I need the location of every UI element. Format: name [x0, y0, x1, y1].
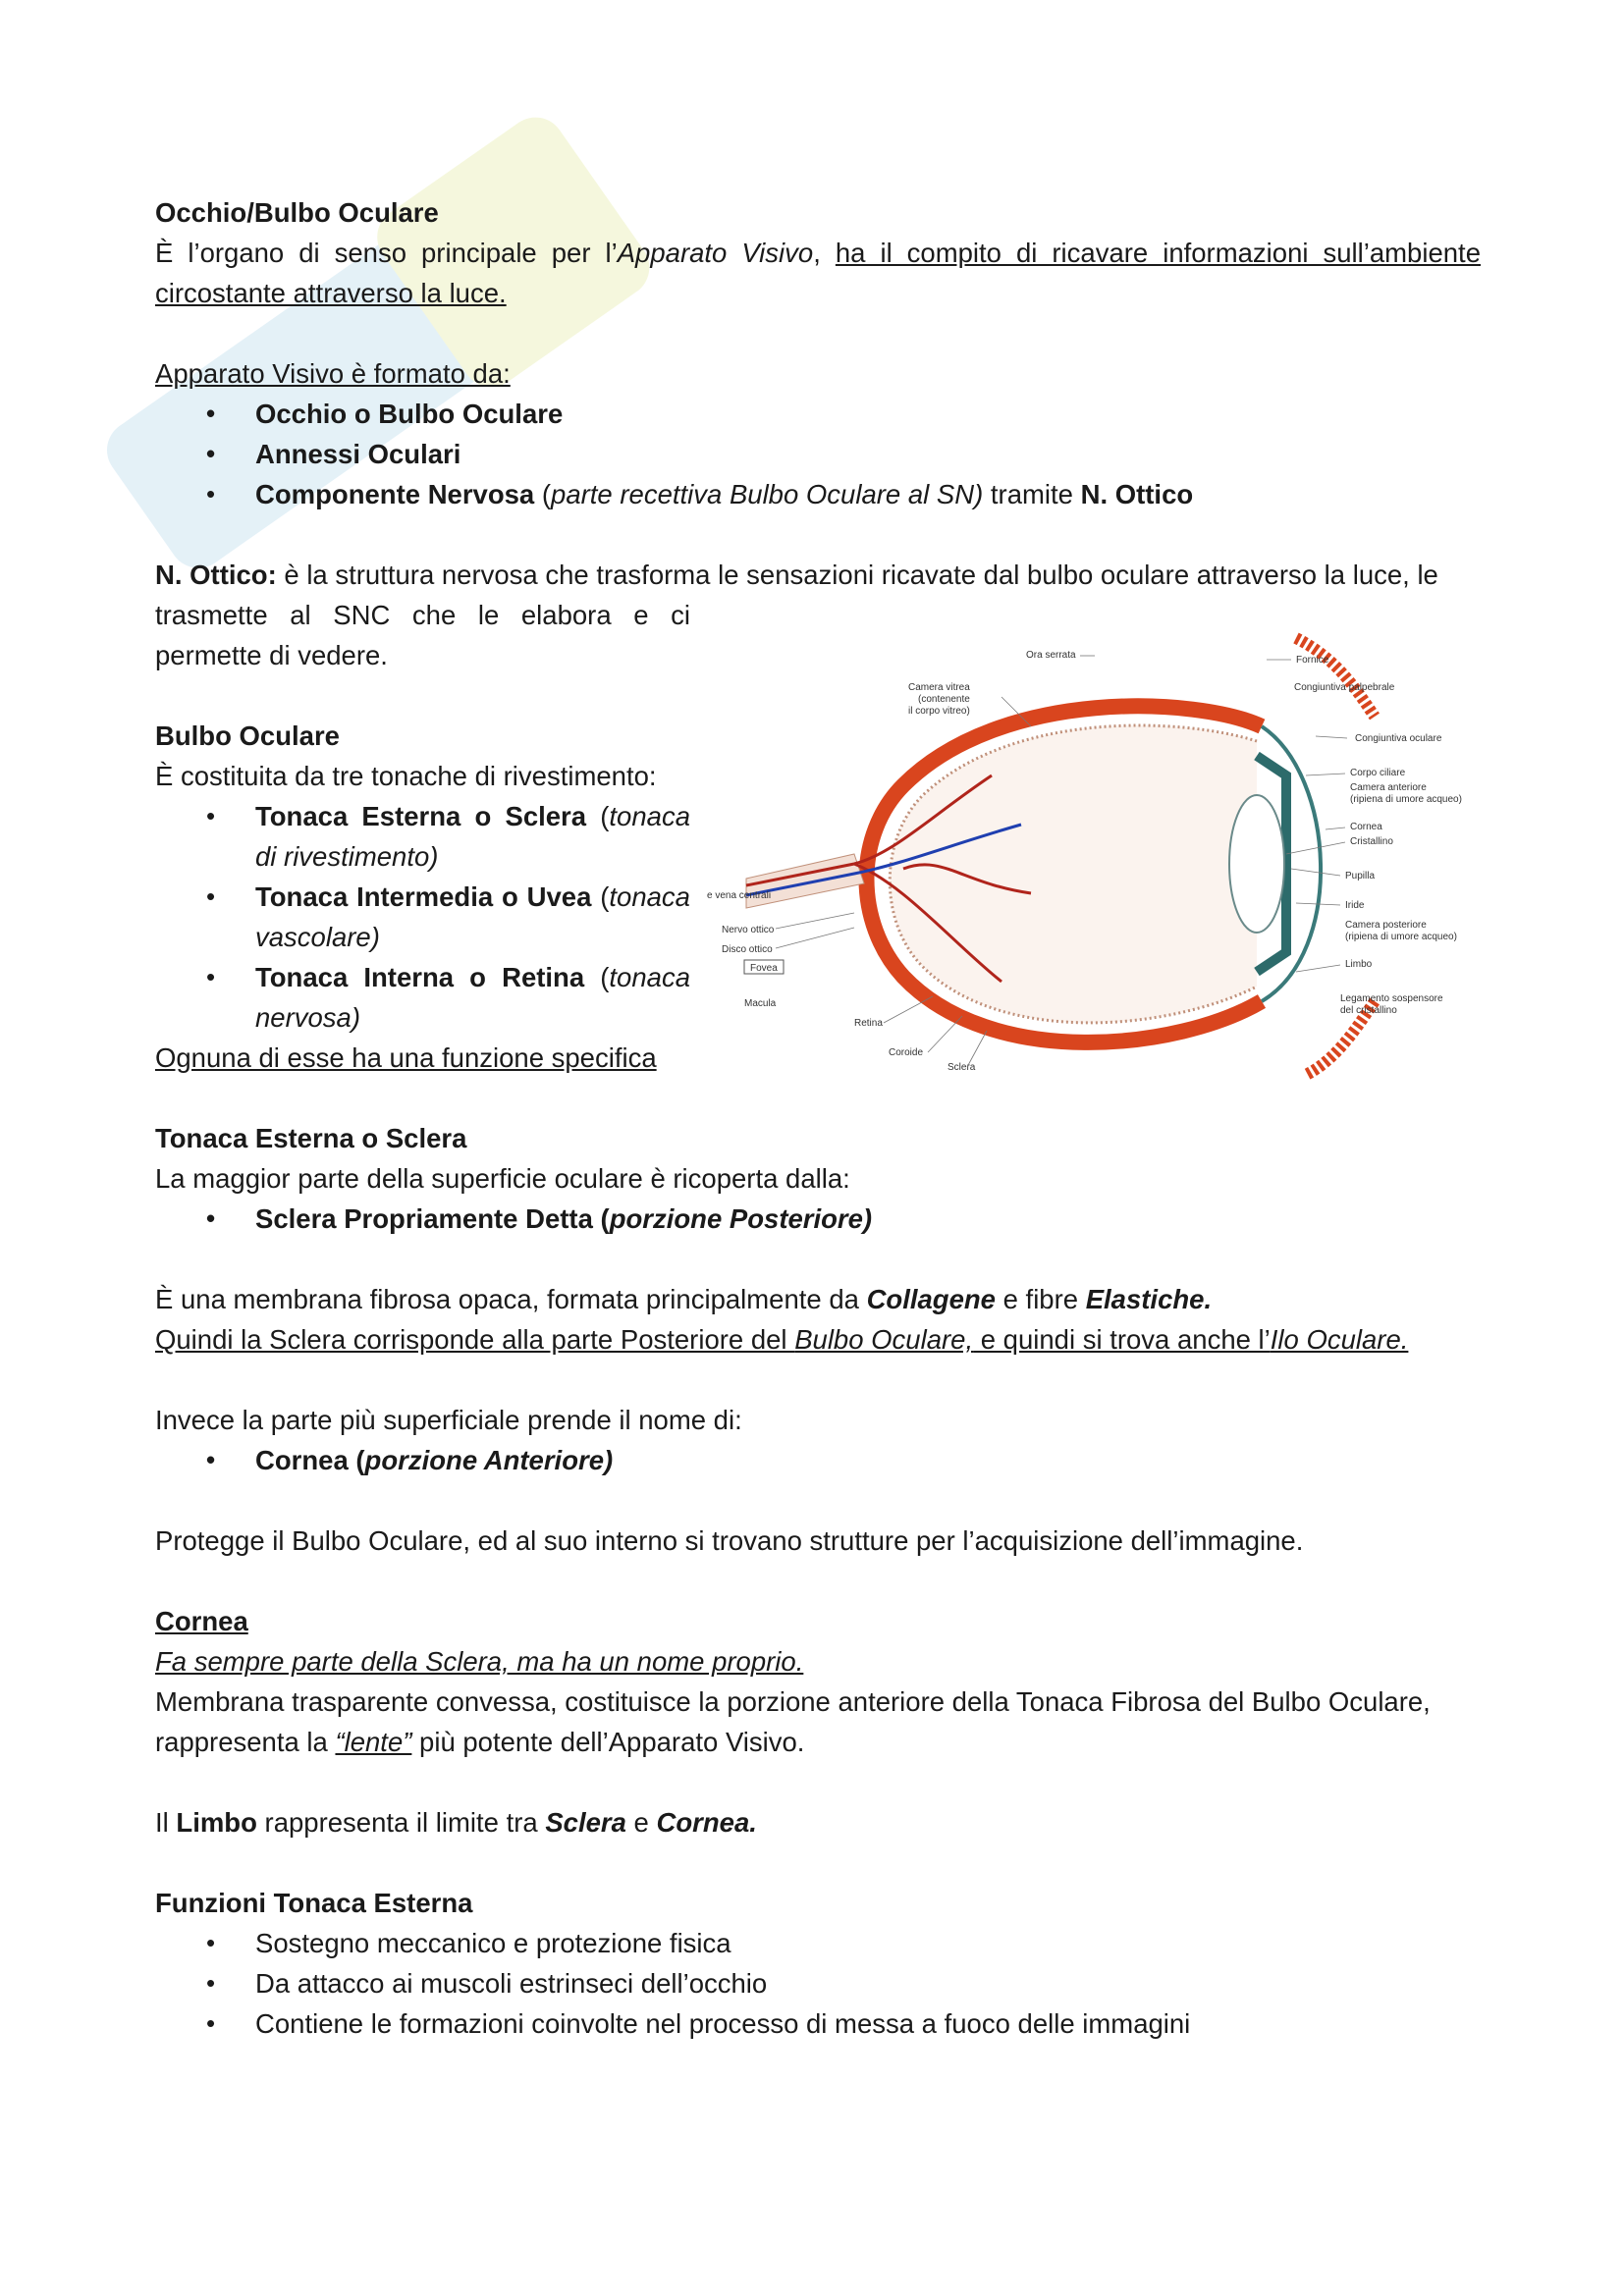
sclera-list — [155, 1199, 1481, 1239]
paragraph-nervo-ottico-line3: permette di vedere. — [155, 640, 388, 670]
paragraph-nervo-ottico-line2: trasmette al SNC che le elabora e ci — [155, 600, 690, 630]
paragraph-superficiale: Invece la parte più superficiale prende il nome di: — [155, 1405, 742, 1435]
eye-anatomy-diagram — [707, 628, 1492, 1080]
apparato-visivo-heading: Apparato Visivo è formato da: — [155, 358, 511, 389]
funzioni-list — [155, 1923, 1481, 2044]
label-pupilla: Pupilla — [1345, 871, 1376, 881]
paragraph-membrana-fibrosa: È una membrana fibrosa opaca, formata principalmente da Collagene e fibre Elastiche. — [155, 1284, 1213, 1314]
label-limbo: Limbo — [1345, 959, 1373, 970]
list-item: • Contiene le formazioni coinvolte nel processo di messa a fuoco delle immagini — [155, 2003, 1481, 2044]
label-ora-serrata: Ora serrata — [1026, 650, 1076, 661]
list-item: • Occhio o Bulbo Oculare — [155, 394, 1481, 434]
label-camera-anteriore: Camera anteriore — [1350, 782, 1427, 793]
label-corpo-ciliare: Corpo ciliare — [1350, 768, 1406, 778]
paragraph-tonache: È costituita da tre tonache di rivestimento: — [155, 761, 657, 791]
label-congiuntiva-oculare: Congiuntiva oculare — [1355, 733, 1442, 744]
paragraph-cornea-subtitle: Fa sempre parte della Sclera, ma ha un nome proprio. — [155, 1646, 804, 1677]
paragraph-superficie: La maggior parte della superficie oculare è ricoperta dalla: — [155, 1163, 850, 1194]
paragraph-protegge: Protegge il Bulbo Oculare, ed al suo interno si trovano strutture per l’acquisizione dell’immagine. — [155, 1525, 1304, 1556]
label-coroide: Coroide — [889, 1047, 924, 1058]
list-item: • Tonaca Esterna o Sclera (tonaca di rivestimento) — [155, 796, 690, 877]
label-camera-vitrea: Camera vitrea — [908, 682, 970, 693]
label-legamento-sospensore: del cristallino — [1340, 1005, 1397, 1016]
paragraph-lente: rappresenta la “lente” più potente dell’Apparato Visivo. — [155, 1727, 805, 1757]
label-camera-anteriore: (ripiena di umore acqueo) — [1350, 794, 1462, 805]
list-item: • Sostegno meccanico e protezione fisica — [155, 1923, 1481, 1963]
paragraph-membrana-trasparente: Membrana trasparente convessa, costituisce la porzione anteriore della Tonaca Fibrosa del Bulbo Oculare, — [155, 1686, 1431, 1717]
paragraph-limbo: Il Limbo rappresenta il limite tra Sclera e Cornea. — [155, 1807, 757, 1838]
label-congiuntiva-palpebrale: Congiuntiva palpebrale — [1294, 682, 1395, 693]
label-legamento-sospensore: Legamento sospensore — [1340, 993, 1443, 1004]
label-camera-posteriore: Camera posteriore — [1345, 920, 1427, 931]
apparato-visivo-list — [155, 394, 1481, 514]
label-nervo-ottico: Nervo ottico — [722, 925, 775, 935]
upper-eyelid — [1296, 638, 1375, 717]
paragraph-funzione-specifica: Ognuna di esse ha una funzione specifica — [155, 1042, 657, 1073]
heading-tonaca-esterna: Tonaca Esterna o Sclera — [155, 1123, 467, 1153]
list-item: • Cornea (porzione Anteriore) — [155, 1440, 1481, 1480]
label-macula: Macula — [744, 998, 777, 1009]
heading-funzioni: Funzioni Tonaca Esterna — [155, 1888, 473, 1918]
label-camera-vitrea: il corpo vitreo) — [908, 706, 970, 717]
label-fovea: Fovea — [750, 963, 778, 974]
list-item: • Annessi Oculari — [155, 434, 1481, 474]
label-retina: Retina — [854, 1018, 883, 1029]
label-camera-posteriore: (ripiena di umore acqueo) — [1345, 932, 1457, 942]
label-disco-ottico: Disco ottico — [722, 944, 773, 955]
label-camera-vitrea: (contenente — [918, 694, 970, 705]
lens-shape — [1229, 795, 1284, 933]
document-body — [155, 192, 1481, 2044]
list-item: • Da attacco ai muscoli estrinseci dell’occhio — [155, 1963, 1481, 2003]
label-cornea: Cornea — [1350, 822, 1382, 832]
label-fornice: Fornice — [1296, 655, 1329, 666]
paragraph-intro: È l’organo di senso principale per l’Apparato Visivo, ha il compito di ricavare informazioni sull’ambiente circostante attraverso la luce. — [155, 238, 1481, 308]
label-iride: Iride — [1345, 900, 1365, 911]
list-item: • Componente Nervosa (parte recettiva Bulbo Oculare al SN) tramite N. Ottico — [155, 474, 1481, 514]
heading-bulbo-oculare: Bulbo Oculare — [155, 721, 340, 751]
retina-outline — [890, 725, 1257, 1023]
paragraph-sclera-posteriore: Quindi la Sclera corrisponde alla parte Posteriore del Bulbo Oculare, e quindi si trova anche l’Ilo Oculare. — [155, 1324, 1409, 1355]
cornea-list — [155, 1440, 1481, 1480]
label-sclera: Sclera — [947, 1062, 976, 1073]
label-vena-centrali: e vena centrali — [707, 890, 772, 901]
list-item: • Tonaca Interna o Retina (tonaca nervosa) — [155, 957, 690, 1038]
label-cristallino: Cristallino — [1350, 836, 1393, 847]
tonache-list — [155, 796, 690, 1038]
heading-occhio: Occhio/Bulbo Oculare — [155, 197, 439, 228]
heading-cornea: Cornea — [155, 1606, 248, 1636]
list-item: • Sclera Propriamente Detta (porzione Posteriore) — [155, 1199, 1481, 1239]
list-item: • Tonaca Intermedia o Uvea (tonaca vascolare) — [155, 877, 690, 957]
paragraph-nervo-ottico: N. Ottico: è la struttura nervosa che trasforma le sensazioni ricavate dal bulbo oculare attraverso la luce, le — [155, 560, 1438, 590]
